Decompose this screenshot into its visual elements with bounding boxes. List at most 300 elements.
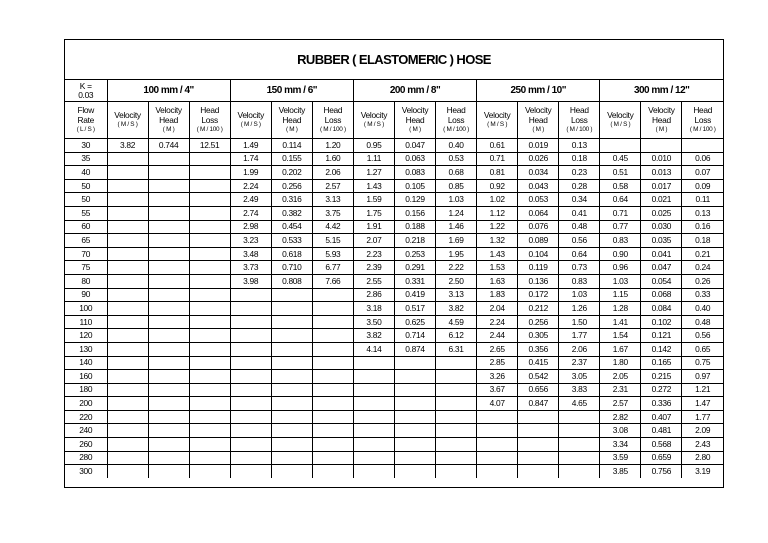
data-cell: 0.40 — [436, 139, 477, 153]
data-cell — [148, 247, 189, 261]
data-cell — [230, 383, 271, 397]
data-cell: 2.55 — [353, 274, 394, 288]
data-cell: 0.063 — [394, 152, 435, 166]
data-cell — [559, 438, 600, 452]
data-cell — [189, 438, 230, 452]
size-group-header: 300 mm / 12" — [600, 80, 723, 102]
data-cell — [353, 410, 394, 424]
data-cell: 0.054 — [641, 274, 682, 288]
data-cell — [148, 234, 189, 248]
unit-label: ( M ) — [162, 126, 175, 133]
data-cell: 0.481 — [641, 424, 682, 438]
data-cell: 1.77 — [559, 329, 600, 343]
data-cell — [477, 410, 518, 424]
data-cell — [394, 438, 435, 452]
data-cell — [394, 370, 435, 384]
hose-table-sheet — [64, 39, 724, 488]
data-cell: 1.43 — [353, 179, 394, 193]
data-cell: 0.068 — [641, 288, 682, 302]
data-cell — [312, 342, 353, 356]
data-cell: 1.03 — [600, 274, 641, 288]
data-cell — [312, 356, 353, 370]
data-cell — [148, 206, 189, 220]
data-cell: 0.121 — [641, 329, 682, 343]
flow-rate-cell: 120 — [65, 329, 107, 343]
data-cell — [271, 438, 312, 452]
data-cell: 3.13 — [436, 288, 477, 302]
data-cell: 0.316 — [271, 193, 312, 207]
header-text: Head — [528, 115, 548, 125]
data-cell: 0.272 — [641, 383, 682, 397]
data-cell: 0.305 — [518, 329, 559, 343]
data-cell: 0.09 — [682, 179, 723, 193]
data-cell: 3.50 — [353, 315, 394, 329]
data-cell — [353, 451, 394, 465]
data-cell: 0.56 — [559, 234, 600, 248]
data-cell: 0.48 — [682, 315, 723, 329]
data-cell — [353, 356, 394, 370]
data-cell: 0.11 — [682, 193, 723, 207]
header-text: Velocity — [648, 105, 675, 115]
table-row — [65, 261, 723, 275]
data-cell — [312, 288, 353, 302]
data-cell: 0.084 — [641, 302, 682, 316]
data-cell: 0.454 — [271, 220, 312, 234]
data-cell: 2.57 — [312, 179, 353, 193]
data-cell: 2.74 — [230, 206, 271, 220]
table-title: RUBBER ( ELASTOMERIC ) HOSE — [65, 40, 723, 80]
data-cell: 6.77 — [312, 261, 353, 275]
data-cell: 0.06 — [682, 152, 723, 166]
data-cell — [189, 451, 230, 465]
column-header-row — [65, 102, 723, 139]
unit-label: ( M / 100 ) — [443, 126, 469, 133]
data-cell: 4.14 — [353, 342, 394, 356]
unit-label: ( M / S ) — [487, 121, 508, 128]
flow-rate-cell: 40 — [65, 166, 107, 180]
data-cell — [271, 356, 312, 370]
data-cell — [107, 315, 148, 329]
table-row — [65, 247, 723, 261]
data-cell: 3.75 — [312, 206, 353, 220]
data-cell: 1.47 — [682, 397, 723, 411]
header-text: Head — [569, 105, 589, 115]
data-cell: 1.28 — [600, 302, 641, 316]
data-cell: 0.331 — [394, 274, 435, 288]
data-cell — [230, 342, 271, 356]
data-cell — [107, 234, 148, 248]
data-cell — [148, 356, 189, 370]
unit-label: ( M ) — [285, 126, 298, 133]
data-cell: 1.53 — [477, 261, 518, 275]
data-cell — [107, 274, 148, 288]
flow-rate-cell: 280 — [65, 451, 107, 465]
data-cell: 0.83 — [600, 234, 641, 248]
unit-label: ( M ) — [409, 126, 421, 133]
data-cell — [271, 410, 312, 424]
data-cell: 2.31 — [600, 383, 641, 397]
data-cell: 3.82 — [353, 329, 394, 343]
data-cell: 0.407 — [641, 410, 682, 424]
data-cell: 1.75 — [353, 206, 394, 220]
data-cell — [394, 451, 435, 465]
table-row — [65, 438, 723, 452]
header-text: Flow — [77, 105, 94, 115]
data-cell: 4.65 — [559, 397, 600, 411]
data-cell — [559, 451, 600, 465]
data-cell: 0.73 — [559, 261, 600, 275]
data-cell — [600, 139, 641, 153]
data-cell — [230, 424, 271, 438]
column-header — [682, 102, 723, 139]
data-cell: 0.047 — [394, 139, 435, 153]
data-cell: 0.104 — [518, 247, 559, 261]
flow-rate-cell: 100 — [65, 302, 107, 316]
data-cell — [107, 247, 148, 261]
flow-rate-cell: 35 — [65, 152, 107, 166]
data-cell: 0.714 — [394, 329, 435, 343]
data-cell — [148, 315, 189, 329]
data-cell: 0.18 — [682, 234, 723, 248]
data-cell — [230, 288, 271, 302]
flow-rate-cell: 240 — [65, 424, 107, 438]
header-text: Loss — [571, 115, 588, 125]
data-cell: 12.51 — [189, 139, 230, 153]
data-cell: 1.91 — [353, 220, 394, 234]
data-cell: 3.98 — [230, 274, 271, 288]
data-cell: 0.083 — [394, 166, 435, 180]
data-cell: 1.67 — [600, 342, 641, 356]
data-cell — [189, 397, 230, 411]
data-cell: 0.16 — [682, 220, 723, 234]
column-header — [600, 102, 641, 139]
table-row — [65, 139, 723, 153]
data-cell: 0.83 — [559, 274, 600, 288]
data-cell — [394, 424, 435, 438]
unit-label: ( M / 100 ) — [566, 126, 593, 133]
data-cell — [189, 342, 230, 356]
data-cell — [148, 329, 189, 343]
data-cell: 0.48 — [559, 220, 600, 234]
data-cell: 2.86 — [353, 288, 394, 302]
table-row — [65, 356, 723, 370]
data-cell — [230, 356, 271, 370]
data-cell: 2.44 — [477, 329, 518, 343]
data-cell — [271, 424, 312, 438]
table-row — [65, 410, 723, 424]
data-cell — [353, 397, 394, 411]
unit-label: ( M / S ) — [240, 121, 261, 128]
data-cell: 2.09 — [682, 424, 723, 438]
data-cell — [477, 438, 518, 452]
data-cell — [353, 370, 394, 384]
data-cell: 0.019 — [518, 139, 559, 153]
data-cell: 3.59 — [600, 451, 641, 465]
flow-rate-cell: 130 — [65, 342, 107, 356]
data-cell — [107, 383, 148, 397]
data-cell — [189, 179, 230, 193]
data-cell — [148, 451, 189, 465]
data-cell: 3.26 — [477, 370, 518, 384]
header-text: Velocity — [607, 110, 634, 120]
data-cell: 0.076 — [518, 220, 559, 234]
data-cell — [518, 465, 559, 478]
data-cell: 0.13 — [559, 139, 600, 153]
data-cell — [312, 465, 353, 478]
data-cell: 0.56 — [682, 329, 723, 343]
header-text: Loss — [201, 115, 218, 125]
data-cell: 0.53 — [436, 152, 477, 166]
data-cell — [189, 193, 230, 207]
data-cell — [230, 438, 271, 452]
data-cell: 2.37 — [559, 356, 600, 370]
data-cell — [230, 397, 271, 411]
data-cell: 3.23 — [230, 234, 271, 248]
column-header — [477, 102, 518, 139]
data-cell — [148, 166, 189, 180]
data-cell — [271, 342, 312, 356]
data-cell — [148, 424, 189, 438]
data-cell — [271, 302, 312, 316]
data-cell: 0.40 — [682, 302, 723, 316]
data-cell: 1.02 — [477, 193, 518, 207]
unit-label: ( M ) — [532, 126, 545, 133]
k-factor-label — [65, 80, 107, 102]
data-cell: 1.03 — [559, 288, 600, 302]
header-text: Head — [446, 105, 466, 115]
data-cell — [436, 438, 477, 452]
data-cell: 0.415 — [518, 356, 559, 370]
table-row — [65, 234, 723, 248]
data-cell — [148, 438, 189, 452]
data-cell — [107, 302, 148, 316]
data-cell: 0.419 — [394, 288, 435, 302]
data-cell — [107, 193, 148, 207]
data-cell — [271, 288, 312, 302]
data-cell — [312, 302, 353, 316]
data-cell — [189, 315, 230, 329]
data-cell: 0.129 — [394, 193, 435, 207]
data-cell: 0.156 — [394, 206, 435, 220]
data-cell: 3.67 — [477, 383, 518, 397]
data-cell: 0.97 — [682, 370, 723, 384]
data-cell: 0.202 — [271, 166, 312, 180]
data-cell — [148, 342, 189, 356]
data-cell: 0.010 — [641, 152, 682, 166]
data-cell — [312, 397, 353, 411]
data-cell: 1.26 — [559, 302, 600, 316]
data-cell: 0.61 — [477, 139, 518, 153]
data-cell: 2.24 — [230, 179, 271, 193]
data-cell: 0.253 — [394, 247, 435, 261]
data-cell — [148, 397, 189, 411]
data-cell — [477, 465, 518, 478]
data-cell — [518, 424, 559, 438]
data-cell: 2.50 — [436, 274, 477, 288]
data-cell: 0.68 — [436, 166, 477, 180]
data-cell: 0.356 — [518, 342, 559, 356]
data-cell — [107, 356, 148, 370]
data-cell: 0.105 — [394, 179, 435, 193]
header-text: Loss — [447, 115, 465, 125]
size-group-header: 200 mm / 8" — [353, 80, 476, 102]
table-row — [65, 288, 723, 302]
data-cell — [230, 465, 271, 478]
data-cell: 4.07 — [477, 397, 518, 411]
flow-rate-cell: 80 — [65, 274, 107, 288]
data-cell: 0.659 — [641, 451, 682, 465]
data-cell — [353, 465, 394, 478]
data-cell: 6.31 — [436, 342, 477, 356]
data-cell — [312, 329, 353, 343]
data-cell: 0.65 — [682, 342, 723, 356]
data-cell: 5.15 — [312, 234, 353, 248]
data-cell — [148, 465, 189, 478]
data-cell — [518, 410, 559, 424]
data-cell: 2.49 — [230, 193, 271, 207]
data-cell: 0.142 — [641, 342, 682, 356]
flow-rate-cell: 90 — [65, 288, 107, 302]
flow-rate-cell: 180 — [65, 383, 107, 397]
flow-rate-cell: 140 — [65, 356, 107, 370]
data-cell: 1.11 — [353, 152, 394, 166]
data-cell — [107, 438, 148, 452]
header-text: 0.03 — [78, 89, 94, 100]
data-cell: 1.41 — [600, 315, 641, 329]
data-cell: 2.04 — [477, 302, 518, 316]
data-cell: 1.80 — [600, 356, 641, 370]
header-text: Velocity — [401, 105, 429, 115]
data-cell: 1.20 — [312, 139, 353, 153]
data-cell: 3.82 — [436, 302, 477, 316]
data-cell: 3.19 — [682, 465, 723, 478]
data-cell: 0.102 — [641, 315, 682, 329]
data-cell — [436, 451, 477, 465]
data-cell: 1.83 — [477, 288, 518, 302]
table-row — [65, 370, 723, 384]
header-text: Velocity — [155, 105, 182, 115]
data-cell — [353, 438, 394, 452]
data-cell — [682, 139, 723, 153]
table-row — [65, 166, 723, 180]
data-cell — [230, 370, 271, 384]
header-text: Velocity — [360, 110, 388, 120]
data-cell — [189, 370, 230, 384]
data-cell: 0.013 — [641, 166, 682, 180]
data-cell — [312, 383, 353, 397]
data-cell — [312, 424, 353, 438]
data-cell: 0.21 — [682, 247, 723, 261]
data-cell: 0.45 — [600, 152, 641, 166]
data-cell — [518, 438, 559, 452]
data-cell — [189, 302, 230, 316]
data-cell: 2.65 — [477, 342, 518, 356]
table-row — [65, 329, 723, 343]
data-cell: 0.23 — [559, 166, 600, 180]
data-cell — [271, 465, 312, 478]
data-cell: 1.77 — [682, 410, 723, 424]
data-cell: 0.256 — [518, 315, 559, 329]
size-group-header: 150 mm / 6" — [230, 80, 353, 102]
data-cell: 0.218 — [394, 234, 435, 248]
data-cell — [271, 370, 312, 384]
unit-label: ( M / 100 ) — [319, 126, 346, 133]
data-cell: 0.92 — [477, 179, 518, 193]
unit-label: ( M ) — [655, 126, 668, 133]
flow-rate-cell: 160 — [65, 370, 107, 384]
data-cell: 0.24 — [682, 261, 723, 275]
data-cell — [148, 179, 189, 193]
table-row — [65, 342, 723, 356]
table-row — [65, 424, 723, 438]
data-cell: 0.291 — [394, 261, 435, 275]
data-cell — [559, 410, 600, 424]
data-cell: 2.39 — [353, 261, 394, 275]
data-cell: 2.85 — [477, 356, 518, 370]
header-text: Velocity — [278, 105, 306, 115]
data-cell: 3.05 — [559, 370, 600, 384]
data-cell — [641, 139, 682, 153]
unit-label: ( M / S ) — [610, 121, 631, 128]
data-cell — [436, 465, 477, 478]
flow-rate-cell: 220 — [65, 410, 107, 424]
header-text: Loss — [324, 115, 342, 125]
data-cell: 2.98 — [230, 220, 271, 234]
flow-rate-cell: 70 — [65, 247, 107, 261]
data-cell — [436, 370, 477, 384]
header-text: Loss — [694, 115, 711, 125]
table-row — [65, 397, 723, 411]
header-text: Head — [693, 105, 713, 115]
flow-rate-cell: 50 — [65, 179, 107, 193]
data-cell — [148, 302, 189, 316]
data-cell: 3.73 — [230, 261, 271, 275]
data-cell: 0.155 — [271, 152, 312, 166]
data-cell — [107, 220, 148, 234]
data-cell: 0.34 — [559, 193, 600, 207]
data-cell: 1.15 — [600, 288, 641, 302]
data-cell — [436, 424, 477, 438]
data-cell: 2.80 — [682, 451, 723, 465]
data-cell: 0.026 — [518, 152, 559, 166]
data-cell: 3.13 — [312, 193, 353, 207]
data-cell: 1.49 — [230, 139, 271, 153]
table-row — [65, 274, 723, 288]
data-cell: 0.034 — [518, 166, 559, 180]
table-row — [65, 206, 723, 220]
data-cell: 0.021 — [641, 193, 682, 207]
data-cell: 0.172 — [518, 288, 559, 302]
data-cell: 0.847 — [518, 397, 559, 411]
data-cell — [394, 356, 435, 370]
data-cell: 1.74 — [230, 152, 271, 166]
data-cell — [559, 424, 600, 438]
data-cell — [271, 383, 312, 397]
data-cell: 3.85 — [600, 465, 641, 478]
data-cell: 0.64 — [600, 193, 641, 207]
data-cell: 0.165 — [641, 356, 682, 370]
flow-rate-cell: 50 — [65, 193, 107, 207]
data-cell: 0.047 — [641, 261, 682, 275]
data-cell: 0.07 — [682, 166, 723, 180]
data-cell — [148, 261, 189, 275]
data-cell — [394, 465, 435, 478]
data-cell: 0.215 — [641, 370, 682, 384]
column-header — [312, 102, 353, 139]
data-cell — [436, 356, 477, 370]
data-cell — [189, 329, 230, 343]
data-cell: 0.043 — [518, 179, 559, 193]
